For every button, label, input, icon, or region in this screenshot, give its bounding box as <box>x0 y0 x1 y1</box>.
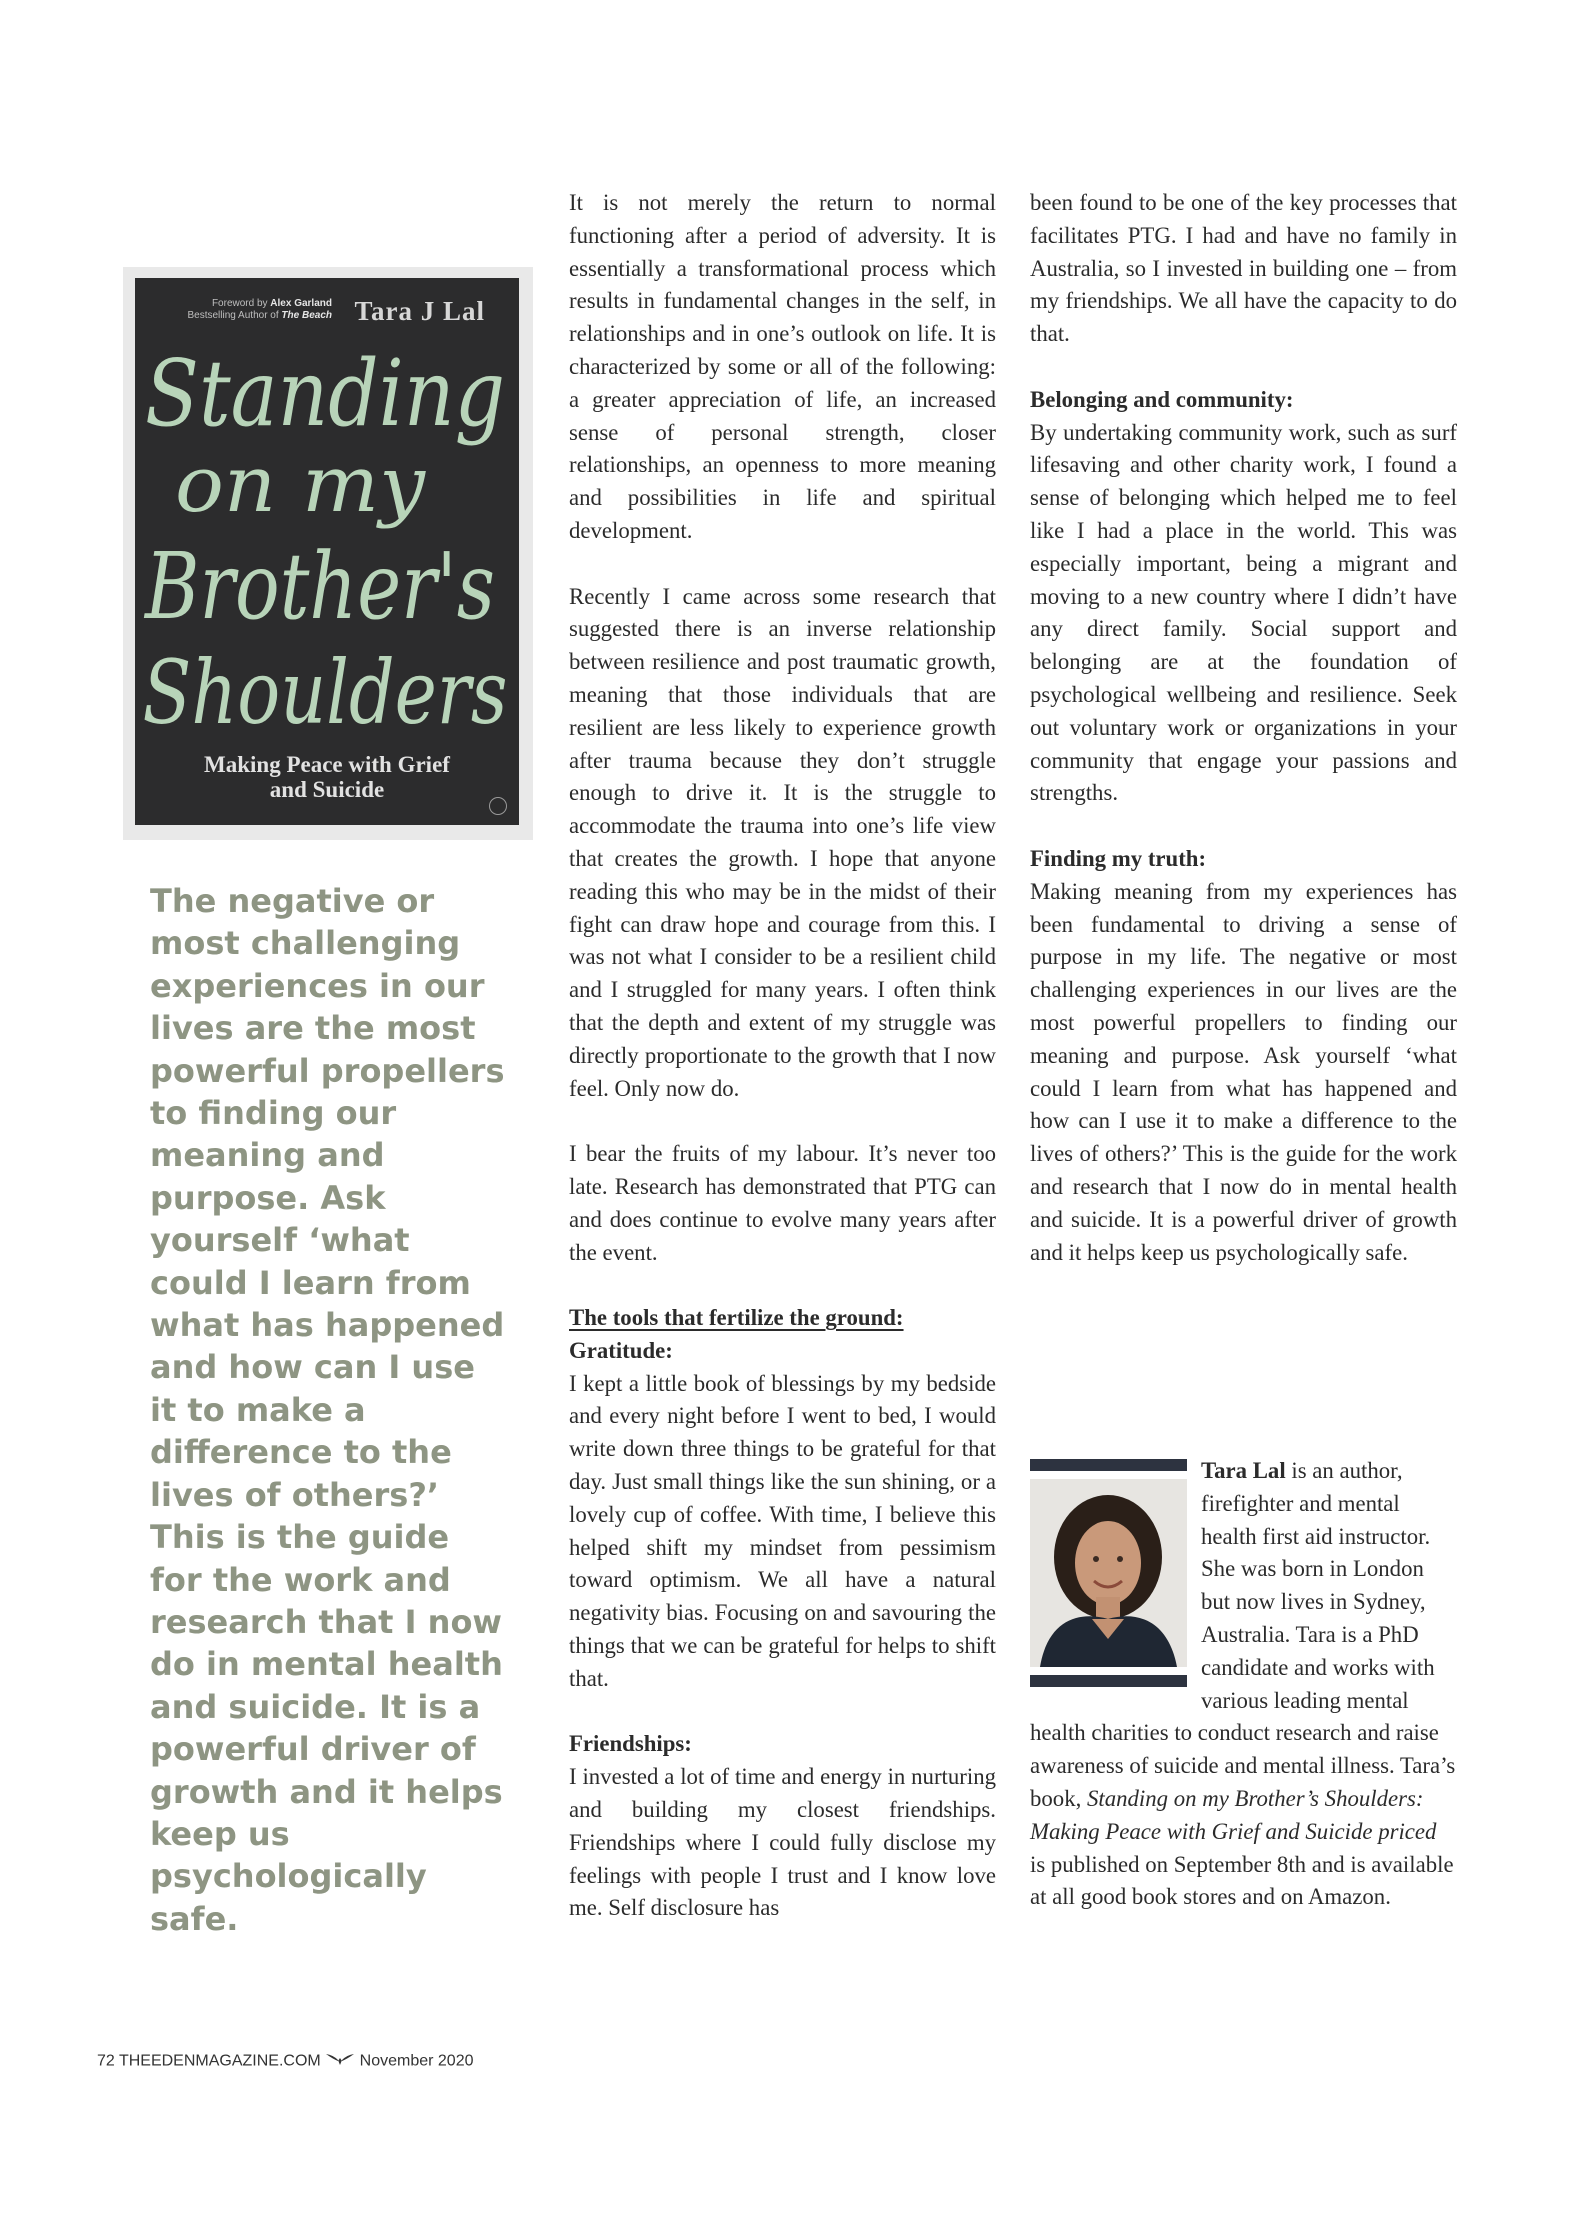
bestselling-prefix: Bestselling Author of <box>187 310 282 321</box>
author-bio <box>1030 1455 1457 1914</box>
cover-foreword <box>182 298 332 322</box>
book-cover-image <box>135 278 519 825</box>
article-column-3 <box>1030 187 1457 1269</box>
bestselling-book: The Beach <box>281 310 332 321</box>
page-number: 72 <box>97 2052 115 2070</box>
cover-subtitle-line-1: Making Peace with Grief <box>204 752 450 777</box>
cover-subtitle-line-2: and Suicide <box>269 777 385 802</box>
bio-book-title: Standing on my Brother’s Shoulders: Making Peace with Grief and Suicide priced <box>1030 1785 1437 1844</box>
subheading-gratitude: Gratitude: <box>569 1337 673 1363</box>
cover-title-line-3: Brother's <box>143 533 495 640</box>
cover-title-line-1: Standing <box>145 340 505 447</box>
cover-title <box>135 333 519 753</box>
paragraph: I bear the fruits of my labour. It’s never too late. Research has demonstrated that PTG can and does continue to evolve many years after the event. <box>569 1141 996 1265</box>
paragraph: Recently I came across some research that suggested there is an inverse relationship between resilience and post traumatic growth, meaning that those individuals that are resilient are less likely to experience growth after trauma because they don’t struggle enough to drive it. It is the struggle to accommodate the trauma into one’s life view that creates the growth. I hope that anyone reading this who may be in the midst of their fight can draw hope and courage from this. I was not what I consider to be a resilient child and I struggled for many years. I often think that the depth and extent of my struggle was directly proportionate to the growth that I now feel. Only now do. <box>569 583 996 1101</box>
subheading-belonging: Belonging and community: <box>1030 386 1294 412</box>
site-name: THEEDENMAGAZINE.COM <box>118 2052 321 2070</box>
cover-subtitle <box>135 752 519 802</box>
section-heading-tools: The tools that fertilize the ground: <box>569 1305 904 1331</box>
paragraph: been found to be one of the key processes that facilitates PTG. I had and have no family in Australia, so I invested in building one – from my friendships. We all have the capacity to do that. <box>1030 190 1457 347</box>
bio-text-1: is an author, firefighter and mental health first aid instructor. She was born in London but now lives in Sydney, Australia. Tara is a PhD candidate and works with various leading mental health charities to conduct research and raise awareness of suicide and mental illness. Tara’s book, <box>1030 1458 1456 1811</box>
subheading-friendships: Friendships: <box>569 1731 692 1757</box>
photo-bar-top <box>1030 1459 1187 1471</box>
paragraph: It is not merely the return to normal functioning after a period of adversity. It is essentially a transformational process which results in fundamental changes in the self, in relationships and in one’s outlook on life. It is characterized by some or all of the following: a greater appreciation of life, an increased sense of personal strength, closer relationships, an openness to more meaning and possibilities in life and spiritual development. <box>569 190 996 543</box>
photo-bar-bottom <box>1030 1675 1187 1687</box>
cover-title-line-4: Shoulders <box>142 641 508 744</box>
eden-logo-icon <box>325 2052 355 2071</box>
page-footer <box>97 2052 474 2071</box>
cover-title-line-2: on my <box>175 440 426 530</box>
paragraph: I kept a little book of blessings by my bedside and every night before I went to bed, I would write down three things to be grateful for that day. Just small things like the sun shining, or a lovely cup of coffee. With time, I believe this helped shift my mindset from pessimism toward optimism. We all have a natural negativity bias. Focusing on and savouring the things that we can be grateful for helps to shift that. <box>569 1370 996 1691</box>
author-photo <box>1030 1479 1187 1667</box>
pull-quote: The negative or most challenging experiences in our lives are the most powerful propellers to finding our meaning and purpose. Ask yourself ‘what could I learn from what has happened and how can I use it to make a difference to the lives of others?’ This is the guide for the work and research that I now do in mental health and suicide. It is a powerful driver of growth and it helps keep us psychologically safe. <box>150 882 505 1938</box>
paragraph: I invested a lot of time and energy in nurturing and building my closest friendships. Friendships where I could fully disclose my feelings with people I trust and I know love me. Self disclosure has <box>569 1764 996 1921</box>
bio-text-2: is published on September 8th and is available at all good book stores and on Amazon. <box>1030 1851 1454 1910</box>
paragraph: By undertaking community work, such as surf lifesaving and other charity work, I found a sense of belonging which helped me to feel like I had a place in the world. This was especially important, being a migrant and moving to a new country where I didn’t have any direct family. Social support and belonging are at the foundation of psychological wellbeing and resilience. Seek out voluntary work or organizations in your community that engage your passions and strengths. <box>1030 419 1457 806</box>
author-photo-frame <box>1030 1455 1187 1687</box>
bio-name: Tara Lal <box>1201 1458 1286 1483</box>
subheading-truth: Finding my truth: <box>1030 845 1207 871</box>
paragraph: Making meaning from my experiences has been fundamental to driving a sense of purpose in my life. The negative or most challenging experiences in our lives are the most powerful propellers to finding our meaning and purpose. Ask yourself ‘what could I learn from what has happened and how can I use it to make a difference to the lives of others?’ This is the guide for the work and research that I now do in mental health and suicide. It is a powerful driver of growth and it helps keep us psychologically safe. <box>1030 878 1457 1265</box>
cover-author: Tara J Lal <box>354 296 485 326</box>
foreword-name: Alex Garland <box>270 298 332 309</box>
publisher-logo-icon <box>489 797 507 815</box>
article-column-2 <box>569 187 996 1925</box>
foreword-prefix: Foreword by <box>211 298 271 309</box>
issue-date: November 2020 <box>359 2052 474 2070</box>
